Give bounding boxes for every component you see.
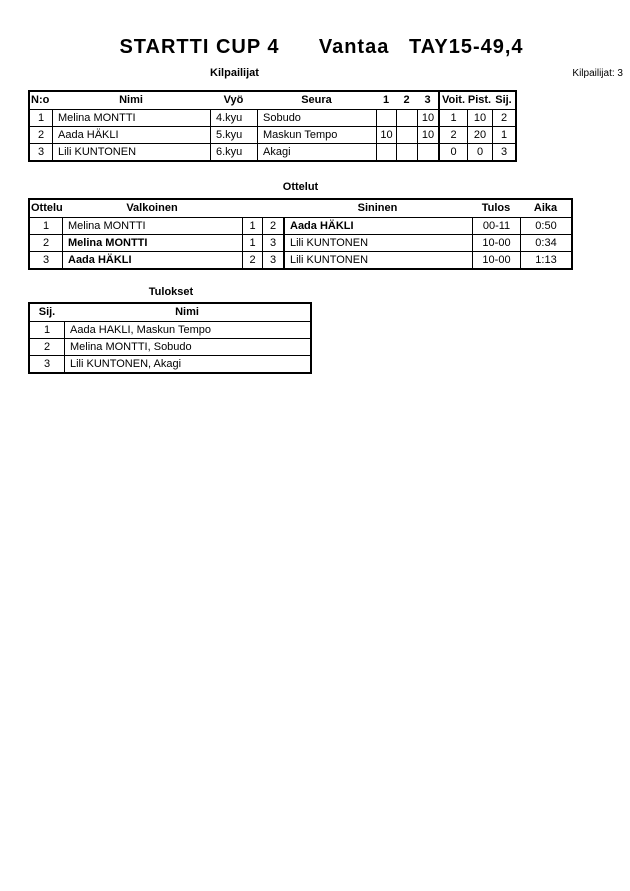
cell-match3	[417, 144, 438, 160]
competitors-count: Kilpailijat: 3	[572, 68, 623, 79]
kilpailijat-row	[30, 143, 515, 160]
cell-voit: 2	[438, 127, 467, 143]
cell-white-no: 1	[242, 235, 262, 251]
col-header-vyo: Vyö	[223, 94, 244, 106]
cell-valkoinen: Aada HÄKLI	[62, 252, 242, 268]
tulokset-row	[30, 355, 310, 372]
cell-pist: 20	[467, 127, 492, 143]
cell-blue-no: 3	[262, 235, 283, 251]
cell-sininen: Lili KUNTONEN	[283, 235, 472, 251]
col-header-nimi: Nimi	[119, 94, 143, 106]
cell-pist: 10	[467, 110, 492, 126]
cell-no: 2	[37, 128, 45, 141]
cell-sij: 1	[43, 323, 51, 336]
ottelut-table	[28, 198, 573, 270]
page-title: STARTTI CUP 4 Vantaa TAY15-49,4	[119, 36, 524, 58]
cell-match2	[396, 127, 417, 143]
col-header-match3: 3	[424, 94, 431, 106]
col-header-seura: Seura	[301, 94, 332, 106]
cell-match-no: 2	[42, 236, 50, 249]
col-header-match1: 1	[382, 94, 390, 106]
cell-seura: Maskun Tempo	[257, 127, 376, 143]
cell-aika: 1:13	[520, 252, 571, 268]
cell-match2	[396, 110, 417, 126]
cell-sij: 3	[43, 357, 51, 370]
cell-match2	[396, 144, 417, 160]
cell-nimi: Melina MONTTI, Sobudo	[64, 339, 310, 355]
col-header-pist: Pist.	[467, 94, 492, 106]
cell-sij: 1	[492, 127, 515, 143]
kilpailijat-header-row	[30, 92, 515, 109]
tulokset-header-row	[30, 304, 310, 321]
cell-white-no: 2	[242, 252, 262, 268]
cell-blue-no: 3	[262, 252, 283, 268]
cell-sij: 2	[43, 340, 51, 353]
col-header-voit: Voit.	[438, 92, 467, 109]
cell-pist: 0	[467, 144, 492, 160]
kilpailijat-row	[30, 109, 515, 126]
cell-valkoinen: Melina MONTTI	[62, 235, 242, 251]
col-header-sij: Sij.	[495, 94, 512, 106]
cell-tulos: 10-00	[472, 252, 520, 268]
cell-voit: 0	[438, 144, 467, 160]
kilpailijat-table	[28, 90, 517, 162]
cell-nimi: Aada HÄKLI	[52, 127, 210, 143]
cell-sij: 2	[492, 110, 515, 126]
col-header-ottelu: Ottelu	[31, 202, 63, 214]
col-header-sij: Sij.	[38, 306, 56, 318]
cell-aika: 0:34	[520, 235, 571, 251]
tulokset-row	[30, 338, 310, 355]
tulokset-table	[28, 302, 312, 374]
ottelut-row	[30, 234, 571, 251]
ottelut-row	[30, 251, 571, 268]
cell-match-no: 1	[42, 219, 50, 232]
cell-vyo: 4.kyu	[210, 110, 257, 126]
cell-voit: 1	[438, 110, 467, 126]
cell-sij: 3	[492, 144, 515, 160]
kilpailijat-section-title: Kilpailijat	[210, 67, 259, 79]
cell-no: 1	[37, 111, 45, 124]
cell-match-no: 3	[42, 253, 50, 266]
cell-match3: 10	[417, 127, 438, 143]
cell-aika: 0:50	[520, 218, 571, 234]
cell-nimi: Lili KUNTONEN	[52, 144, 210, 160]
cell-match1	[376, 144, 396, 160]
col-header-valkoinen: Valkoinen	[126, 202, 178, 214]
col-header-no: N:o	[31, 94, 50, 106]
cell-blue-no: 2	[262, 218, 283, 234]
cell-no: 3	[37, 145, 45, 158]
kilpailijat-row	[30, 126, 515, 143]
cell-match3: 10	[417, 110, 438, 126]
col-header-tulos: Tulos	[481, 202, 511, 214]
tulokset-row	[30, 321, 310, 338]
cell-nimi: Melina MONTTI	[52, 110, 210, 126]
col-header-nimi: Nimi	[175, 306, 199, 318]
cell-tulos: 10-00	[472, 235, 520, 251]
cell-seura: Sobudo	[257, 110, 376, 126]
cell-match1	[376, 110, 396, 126]
cell-sininen: Lili KUNTONEN	[283, 252, 472, 268]
ottelut-section-title: Ottelut	[282, 181, 319, 193]
cell-nimi: Lili KUNTONEN, Akagi	[64, 356, 310, 372]
col-header-aika: Aika	[533, 202, 558, 214]
cell-white-no: 1	[242, 218, 262, 234]
cell-match1: 10	[376, 127, 396, 143]
col-header-match2: 2	[403, 94, 410, 106]
cell-seura: Akagi	[257, 144, 376, 160]
cell-sininen: Aada HÄKLI	[283, 218, 472, 234]
ottelut-header-row	[30, 200, 571, 217]
tulokset-section-title: Tulokset	[148, 286, 194, 298]
cell-vyo: 5.kyu	[210, 127, 257, 143]
cell-tulos: 00-11	[472, 218, 520, 234]
cell-nimi: Aada HAKLI, Maskun Tempo	[64, 322, 310, 338]
col-header-white-no	[242, 200, 262, 217]
cell-vyo: 6.kyu	[210, 144, 257, 160]
ottelut-row	[30, 217, 571, 234]
col-header-blue-no	[262, 200, 283, 217]
col-header-sininen: Sininen	[357, 202, 398, 214]
cell-valkoinen: Melina MONTTI	[62, 218, 242, 234]
